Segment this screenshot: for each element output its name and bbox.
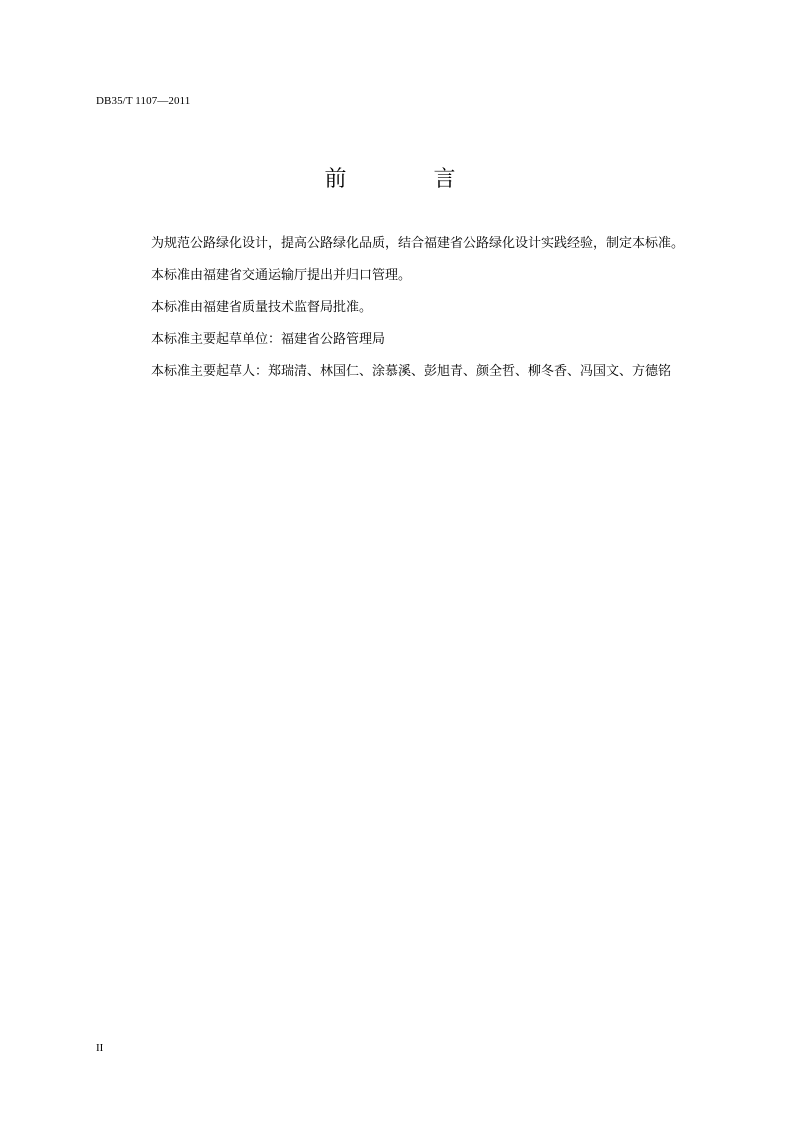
page-number: II <box>96 1042 104 1054</box>
paragraph-drafting-unit: 本标准主要起草单位：福建省公路管理局 <box>151 332 386 347</box>
foreword-body <box>151 236 751 396</box>
paragraph-purpose: 为规范公路绿化设计，提高公路绿化品质，结合福建省公路绿化设计实践经验，制定本标准。 <box>151 236 685 251</box>
paragraph-drafters: 本标准主要起草人：郑瑞清、林国仁、涂慕溪、彭旭青、颜全哲、柳冬香、冯国文、方德铭 <box>151 364 672 379</box>
document-code: DB35/T 1107—2011 <box>96 95 191 107</box>
page-title: 前 言 <box>324 167 496 192</box>
paragraph-approver: 本标准由福建省质量技术监督局批准。 <box>151 300 373 315</box>
paragraph-proposer: 本标准由福建省交通运输厅提出并归口管理。 <box>151 268 412 283</box>
